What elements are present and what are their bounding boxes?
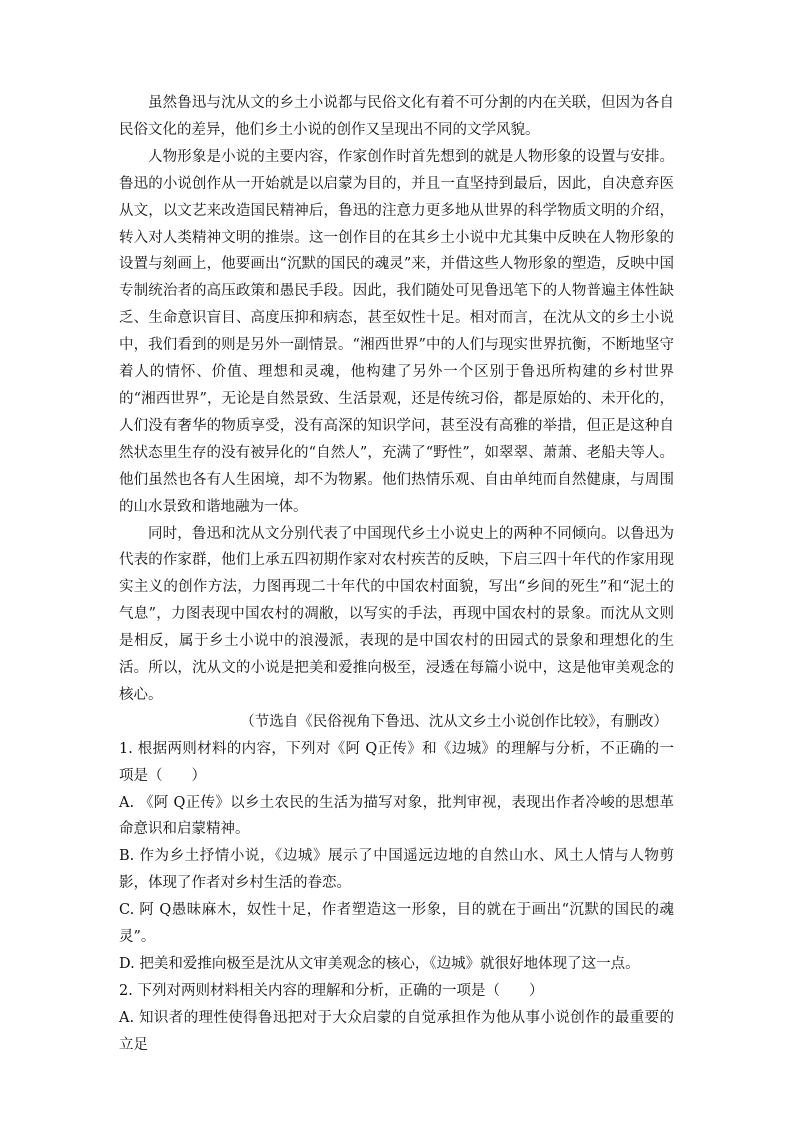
passage-paragraph-2: 人物形象是小说的主要内容，作家创作时首先想到的就是人物形象的设置与安排。鲁迅的小说创作从一开始就是以启蒙为目的，并且一直坚持到最后，因此，自决意弃医从文，以文艺来改造国民精神后，鲁迅的注意力更多地从世界的科学物质文明的介绍，转入对人类精神文明的推崇。这一创作目的在其乡土小说中尤其集中反映在人物形象的设置与刻画上，他要画出“沉默的国民的魂灵”来，并借这些人物形象的塑造，反映中国专制统治者的高压政策和愚民手段。因此，我们随处可见鲁迅笔下的人物普遍主体性缺乏、生命意识盲目、高度压抑和病态，甚至奴性十足。相对而言，在沈从文的乡土小说中，我们看到的则是另外一副情景。“湘西世界”中的人们与现实世界抗衡，不断地坚守着人的情怀、价值、理想和灵魂，他构建了另外一个区别于鲁迅所构建的乡村世界的“湘西世界”，无论是自然景致、生活景观，还是传统习俗，都是原始的、未开化的，人们没有奢华的物质享受，没有高深的知识学问，甚至没有高雅的举措，但正是这种自然状态里生存的没有被异化的“自然人”，充满了“野性”，如翠翠、萧萧、老船夫等人。他们虽然也各有人生困境，却不为物累。他们热情乐观、自由单纯而自然健康，与周围的山水景致和谐地融为一体。 bbox=[119, 148, 674, 515]
question-1-stem: 1. 根据两则材料的内容，下列对《阿 Q正传》和《边城》的理解与分析，不正确的一项是（ ） bbox=[119, 740, 674, 784]
question-2-stem: 2. 下列对两则材料相关内容的理解和分析，正确的一项是（ ） bbox=[119, 982, 544, 999]
question-1-option-d: D. 把美和爱推向极至是沈从文审美观念的核心，《边城》就很好地体现了这一点。 bbox=[119, 956, 640, 972]
passage-paragraph-3: 同时，鲁迅和沈从文分别代表了中国现代乡土小说史上的两种不同倾向。以鲁迅为代表的作家群，他们上承五四初期作家对农村疾苦的反映，下启三四十年代的作家用现实主义的创作方法，力图再现二十年代的中国农村面貌，写出“乡间的死生”和“泥土的气息”，力图表现中国农村的凋敝，以写实的手法，再现中国农村的景象。而沈从文则是相反，属于乡土小说中的浪漫派，表现的是中国农村的田园式的景象和理想化的生活。所以，沈从文的小说是把美和爱推向极至，浸透在每篇小说中，这是他审美观念的核心。 bbox=[119, 525, 674, 703]
passage-paragraph-1: 虽然鲁迅与沈从文的乡土小说都与民俗文化有着不可分割的内在关联，但因为各自民俗文化的差异，他们乡土小说的创作又呈现出不同的文学风貌。 bbox=[119, 95, 674, 138]
passage-source: （节选自《民俗视角下鲁迅、沈从文乡土小说创作比较》，有删改） bbox=[240, 713, 668, 730]
question-1-option-b: B. 作为乡土抒情小说，《边城》展示了中国遥远边地的自然山水、风土人情与人物剪影，体现了作者对乡村生活的眷恋。 bbox=[119, 848, 674, 892]
question-1-option-a: A. 《阿 Q正传》以乡土农民的生活为描写对象，批判审视，表现出作者冷峻的思想革命意识和启蒙精神。 bbox=[119, 794, 674, 838]
question-1-option-c: C. 阿 Q愚昧麻木，奴性十足，作者塑造这一形象，目的就在于画出“沉默的国民的魂灵”。 bbox=[119, 902, 674, 946]
document-page bbox=[119, 90, 674, 1059]
question-2-option-a: A. 知识者的理性使得鲁迅把对于大众启蒙的自觉承担作为他从事小说创作的最重要的立足 bbox=[119, 1009, 674, 1053]
